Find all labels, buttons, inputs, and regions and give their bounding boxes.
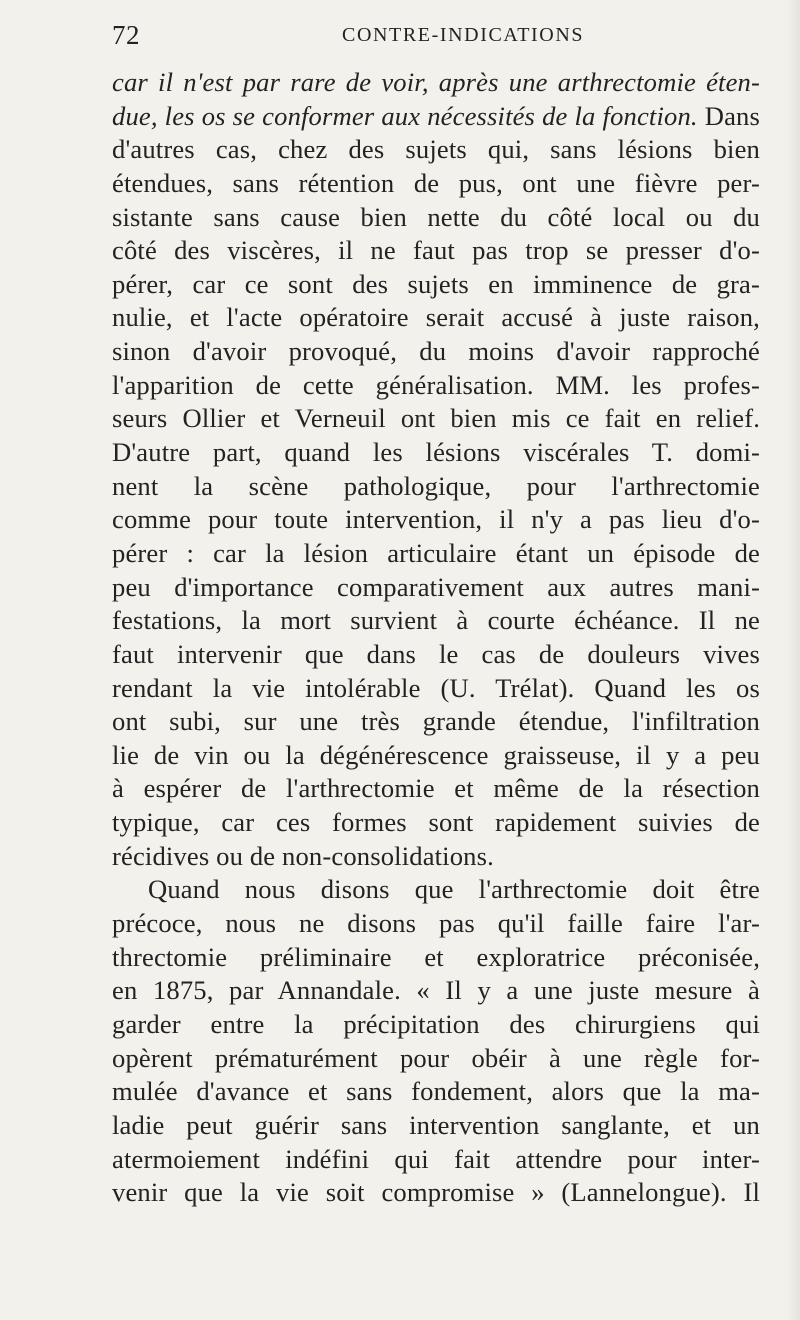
- text-line-33: atermoiement indéfini qui fait attendre pour inter-: [112, 1143, 760, 1174]
- text-line-27: threctomie préliminaire et exploratrice préconisée,: [112, 941, 760, 972]
- text-line-1: [112, 66, 760, 100]
- text-line-2: [112, 100, 760, 134]
- text-line-13: nent la scène pathologique, pour l'arthrectomie: [112, 470, 760, 501]
- text-line-25: Quand nous disons que l'arthrectomie doit être: [148, 874, 760, 905]
- text-line-32: ladie peut guérir sans intervention sanglante, et un: [112, 1109, 760, 1140]
- text-line-3: d'autres cas, chez des sujets qui, sans lésions bien: [112, 134, 760, 165]
- text-line-12: D'autre part, quand les lésions viscérales T. domi-: [112, 437, 760, 468]
- text-line-19: rendant la vie intolérable (U. Trélat). Quand les os: [112, 672, 760, 703]
- text-line-11: seurs Ollier et Verneuil ont bien mis ce fait en relief.: [112, 403, 760, 434]
- text-line-29: garder entre la précipitation des chirurgiens qui: [112, 1008, 760, 1039]
- text-line-4: étendues, sans rétention de pus, ont une fièvre per-: [112, 167, 760, 198]
- text-line-18: faut intervenir que dans le cas de douleurs vives: [112, 638, 760, 669]
- text-line-6: côté des viscères, il ne faut pas trop se presser d'o-: [112, 235, 760, 266]
- italic-passage-end: due, les os se conformer aux nécessités de la fonction.: [112, 100, 698, 131]
- page-edge-shadow: [786, 0, 800, 1320]
- text-line-14: comme pour toute intervention, il n'y a pas lieu d'o-: [112, 504, 760, 535]
- text-line-28: en 1875, par Annandale. « Il y a une juste mesure à: [112, 975, 760, 1006]
- text-line-17: festations, la mort survient à courte échéance. Il ne: [112, 605, 760, 636]
- text-line-15: pérer : car la lésion articulaire étant un épisode de: [112, 537, 760, 568]
- text-line-21: lie de vin ou la dégénérescence graisseuse, il y a peu: [112, 739, 760, 770]
- text-line-20: ont subi, sur une très grande étendue, l'infiltration: [112, 706, 760, 737]
- text-line-5: sistante sans cause bien nette du côté local ou du: [112, 201, 760, 232]
- text-line-23: typique, car ces formes sont rapidement suivies de: [112, 807, 760, 838]
- text-line-16: peu d'importance comparativement aux autres mani-: [112, 571, 760, 602]
- italic-passage: car il n'est par rare de voir, après une arthrectomie éten-: [112, 67, 760, 97]
- text-line-31: mulée d'avance et sans fondement, alors que la ma-: [112, 1076, 760, 1107]
- body-text: [112, 66, 760, 1210]
- text-line-8: nulie, et l'acte opératoire serait accusé à juste raison,: [112, 302, 760, 333]
- text-line-7: pérer, car ce sont des sujets en imminence de gra-: [112, 268, 760, 299]
- running-head: [112, 20, 752, 60]
- text-line-34: venir que la vie soit compromise » (Lannelongue). Il: [112, 1177, 760, 1208]
- text-line-26: précoce, nous ne disons pas qu'il faille faire l'ar-: [112, 908, 760, 939]
- text-line-24: récidives ou de non-consolidations.: [112, 840, 494, 871]
- roman-word: Dans: [697, 100, 760, 131]
- text-line-30: opèrent prématurément pour obéir à une règle for-: [112, 1042, 760, 1073]
- page-number: 72: [112, 20, 140, 50]
- text-line-9: sinon d'avoir provoqué, du moins d'avoir rapproché: [112, 336, 760, 367]
- text-line-10: l'apparition de cette généralisation. MM. les profes-: [112, 369, 760, 400]
- text-line-22: à espérer de l'arthrectomie et même de la résection: [112, 773, 760, 804]
- section-title: CONTRE-INDICATIONS: [342, 24, 585, 46]
